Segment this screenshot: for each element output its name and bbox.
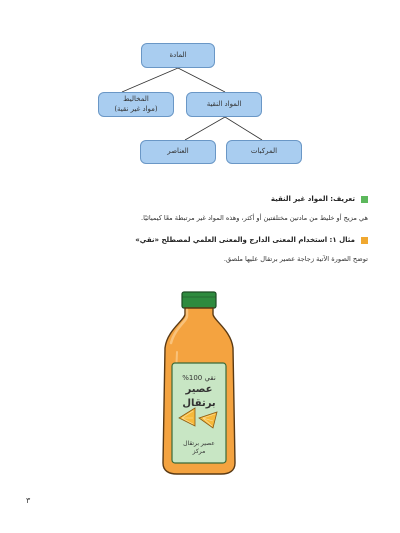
diagram-node-elements-label: العناصر (167, 147, 189, 156)
orange-juice-bottle-illustration (155, 288, 245, 478)
diagram-node-compounds (226, 140, 302, 164)
green-square-bullet-icon (361, 196, 368, 203)
label-sub-concentrated-1: عصير برتقال (183, 440, 215, 447)
label-title-juice: عصير (185, 384, 213, 395)
orange-square-bullet-icon (361, 237, 368, 244)
diagram-node-elements (140, 140, 216, 164)
label-sub-concentrated-2: مركز (192, 448, 206, 455)
diagram-node-pure-label: المواد النقية (206, 99, 242, 108)
example-text: توضح الصورة الآتية زجاجة عصير برتقال عليها ملصق. (223, 255, 368, 263)
definition-heading-row (271, 195, 368, 203)
example-heading: مثال ١: استخدام المعنى الدارج والمعنى العلمي لمصطلح «نقي» (135, 236, 355, 244)
diagram-node-mixtures (98, 92, 174, 117)
definition-heading: تعريف: المواد غير النقية (270, 195, 355, 203)
label-title-orange: برتقال (182, 398, 216, 409)
diagram-node-mixtures-label: المخاليط (مواد غير نقية) (114, 95, 158, 113)
diagram-node-compounds-label: المركبات (250, 147, 278, 156)
bottle-cap (182, 292, 216, 308)
diagram-node-matter-label: المادة (169, 50, 187, 59)
diagram-node-matter (141, 43, 215, 68)
label-pure-100: نقي 100% (182, 374, 216, 382)
example-heading-row (135, 236, 368, 244)
definition-text: هي مزيج أو خليط من مادتين مختلفتين أو أكثر، وهذه المواد غير مرتبطة معًا كيميائيًا. (140, 214, 368, 222)
page-number: ٣ (26, 496, 31, 505)
diagram-node-pure-substances (186, 92, 262, 117)
